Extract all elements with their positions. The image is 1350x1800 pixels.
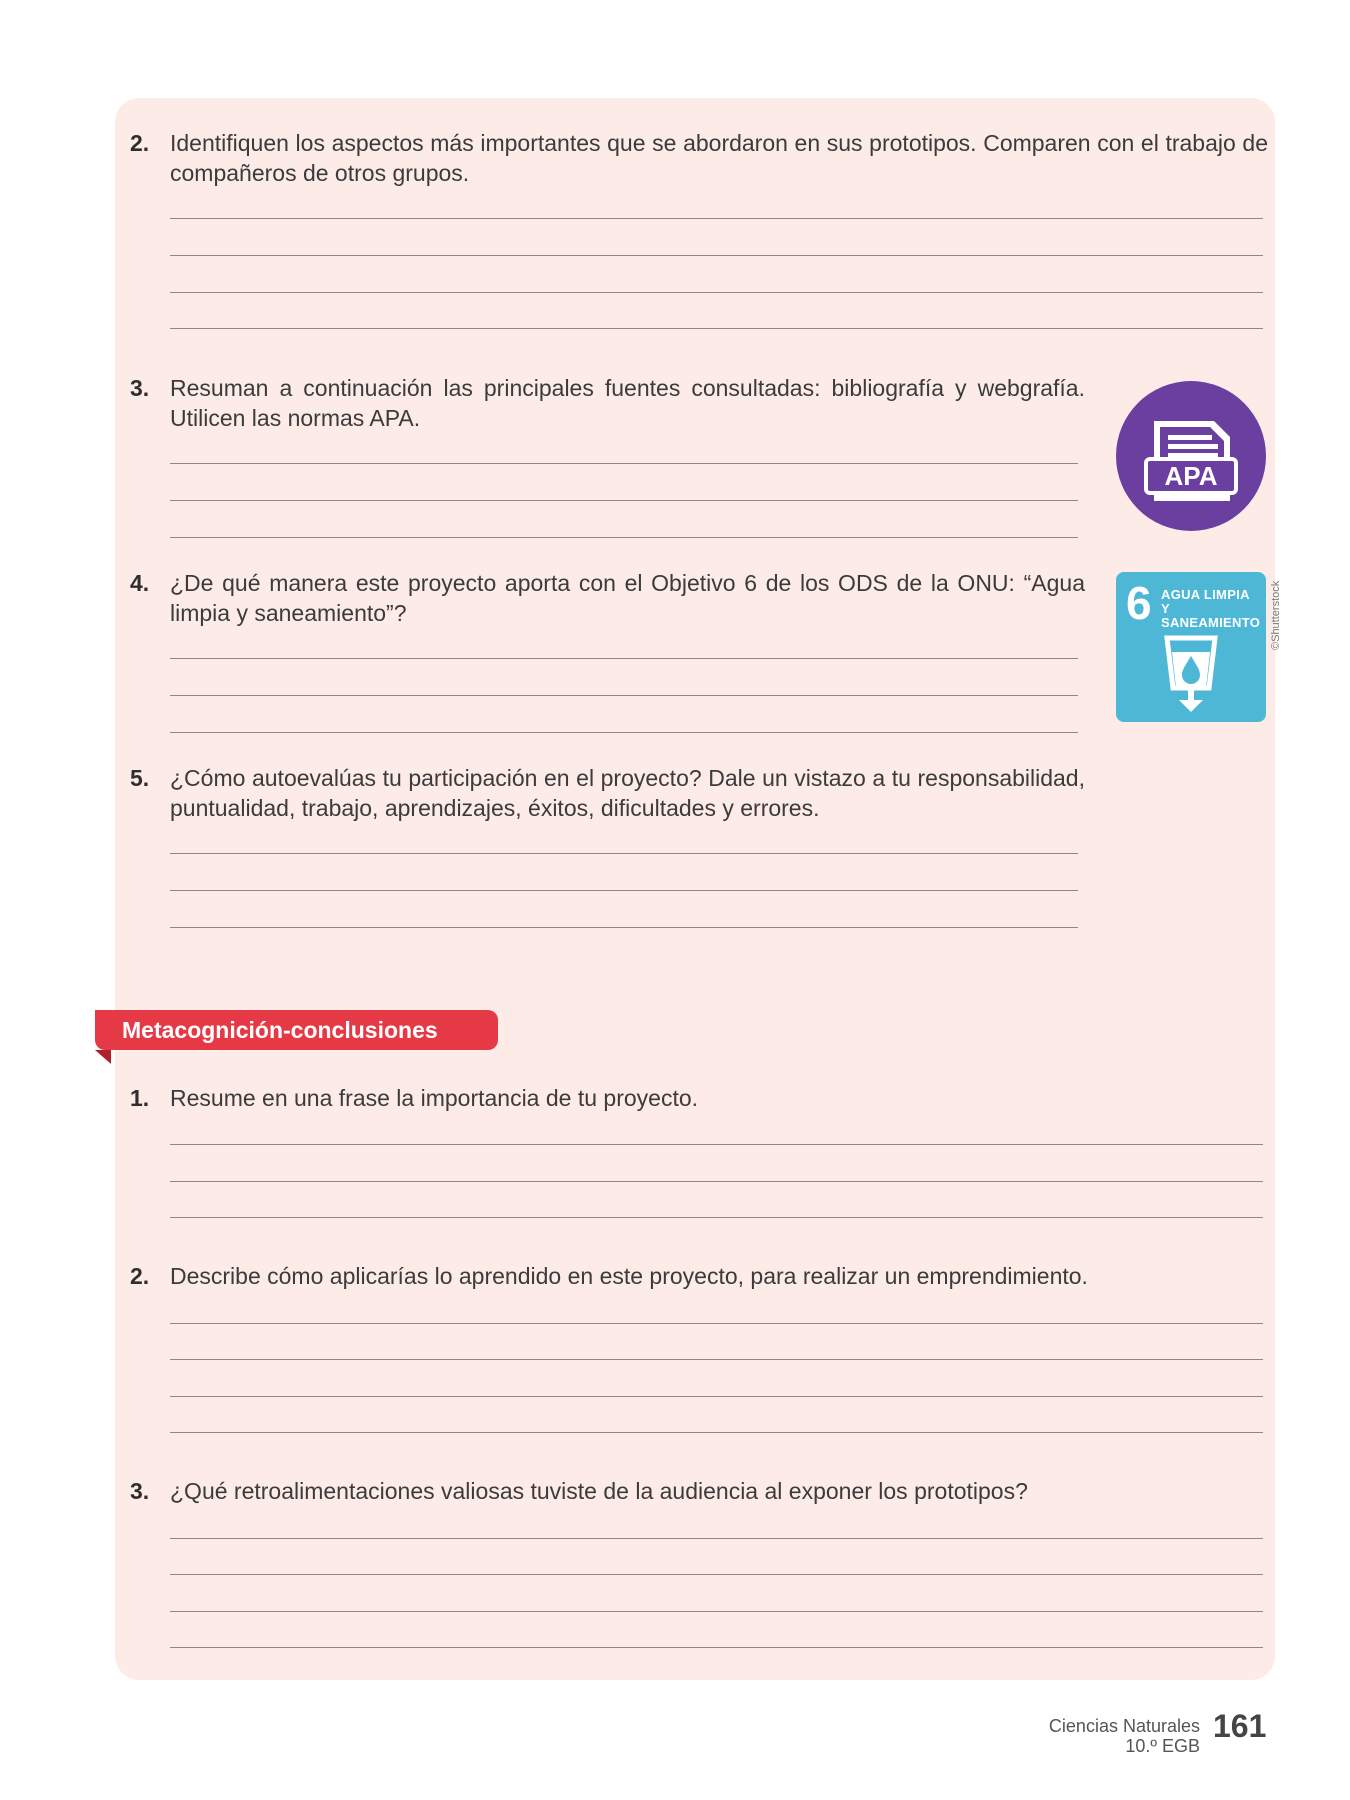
sdg-number: 6	[1126, 577, 1152, 629]
answer-line[interactable]	[170, 658, 1078, 659]
answer-line[interactable]	[170, 218, 1263, 219]
answer-line[interactable]	[170, 1538, 1263, 1539]
answer-line[interactable]	[170, 1396, 1263, 1397]
page-number: 161	[1213, 1708, 1267, 1744]
question-number: 3.	[130, 1478, 150, 1504]
answer-line[interactable]	[170, 1432, 1263, 1433]
question-3	[130, 373, 1085, 433]
apa-document-icon	[1116, 381, 1266, 531]
answer-line[interactable]	[170, 890, 1078, 891]
section-tab-fold	[95, 1050, 111, 1064]
question-number: 4.	[130, 570, 150, 596]
sdg-title	[1161, 588, 1266, 630]
answer-line[interactable]	[170, 732, 1078, 733]
question-number: 1.	[130, 1085, 150, 1111]
water-glass-icon	[1161, 632, 1221, 714]
answer-line[interactable]	[170, 463, 1078, 464]
question-text: Identifiquen los aspectos más importantes que se abordaron en sus prototipos. Comparen con el trabajo de compañeros de otros grupos.	[170, 130, 1268, 186]
section-title: Metacognición-conclusiones	[95, 1010, 498, 1050]
question-text: Describe cómo aplicarías lo aprendido en este proyecto, para realizar un emprendimiento.	[170, 1263, 1088, 1289]
answer-line[interactable]	[170, 255, 1263, 256]
question-2	[130, 128, 1268, 188]
question-number: 3.	[130, 375, 150, 401]
metacognition-question-1	[130, 1083, 1268, 1113]
answer-line[interactable]	[170, 1144, 1263, 1145]
question-number: 5.	[130, 765, 150, 791]
question-4	[130, 568, 1085, 628]
answer-line[interactable]	[170, 695, 1078, 696]
question-text: Resume en una frase la importancia de tu proyecto.	[170, 1085, 699, 1111]
footer-subject-block	[1049, 1716, 1200, 1756]
answer-line[interactable]	[170, 328, 1263, 329]
answer-line[interactable]	[170, 1574, 1263, 1575]
footer-grade: 10.º EGB	[1125, 1736, 1200, 1756]
answer-line[interactable]	[170, 537, 1078, 538]
image-credit: ©Shutterstock	[1270, 580, 1282, 650]
metacognition-question-2	[130, 1261, 1268, 1291]
question-text: Resuman a continuación las principales fuentes consultadas: bibliografía y webgrafía. Utilicen las normas APA.	[170, 375, 1085, 431]
sdg-6-card	[1116, 572, 1266, 722]
footer-subject: Ciencias Naturales	[1048, 1716, 1200, 1736]
apa-label: APA	[1164, 461, 1218, 491]
metacognition-question-3	[130, 1476, 1268, 1506]
answer-line[interactable]	[170, 1359, 1263, 1360]
answer-line[interactable]	[170, 500, 1078, 501]
question-5	[130, 763, 1085, 823]
answer-line[interactable]	[170, 1647, 1263, 1648]
answer-line[interactable]	[170, 1217, 1263, 1218]
question-text: ¿Qué retroalimentaciones valiosas tuviste de la audiencia al exponer los prototipos?	[170, 1478, 1028, 1504]
question-number: 2.	[130, 130, 150, 156]
question-number: 2.	[130, 1263, 150, 1289]
worksheet-panel	[115, 98, 1275, 1680]
answer-line[interactable]	[170, 292, 1263, 293]
answer-line[interactable]	[170, 853, 1078, 854]
sdg-title-line: Y SANEAMIENTO	[1161, 601, 1261, 630]
question-text: ¿Cómo autoevalúas tu participación en el proyecto? Dale un vistazo a tu responsabilidad, puntualidad, trabajo, aprendizajes, éxitos, dificultades y errores.	[170, 765, 1085, 821]
answer-line[interactable]	[170, 1323, 1263, 1324]
answer-line[interactable]	[170, 1611, 1263, 1612]
answer-line[interactable]	[170, 1181, 1263, 1182]
question-text: ¿De qué manera este proyecto aporta con el Objetivo 6 de los ODS de la ONU: “Agua limpia y saneamiento”?	[170, 570, 1085, 626]
sdg-title-line: AGUA LIMPIA	[1161, 587, 1250, 602]
answer-line[interactable]	[170, 927, 1078, 928]
